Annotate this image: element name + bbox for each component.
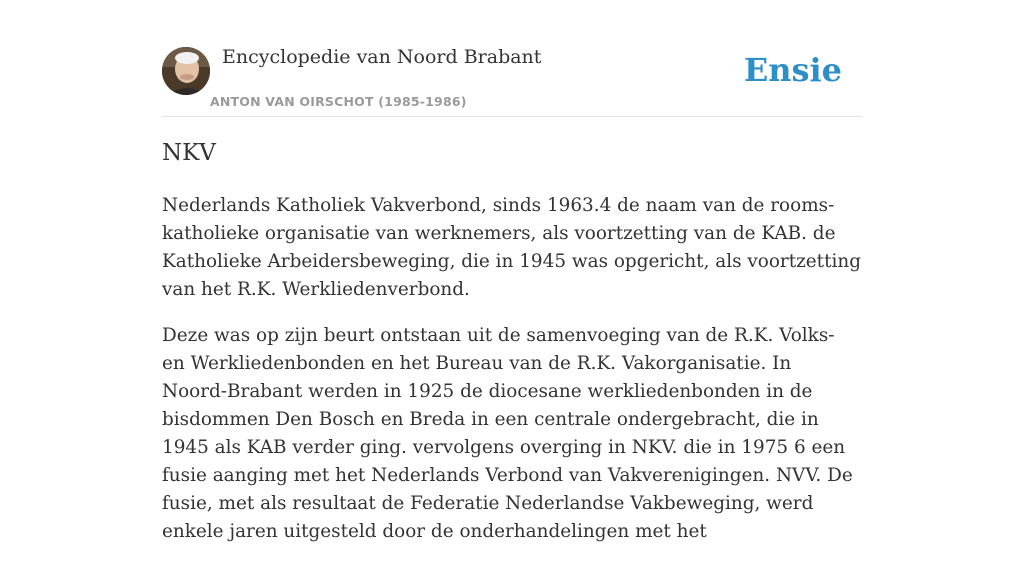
article-paragraph: Nederlands Katholiek Vakverbond, sinds 1963.4 de naam van de rooms-katholieke organisatie van werknemers, als voortzetting van de KAB. de Katholieke Arbeidersbeweging, die in 1945 was opgericht, als voortzetting van het R.K. Werkliedenverbond. bbox=[162, 195, 861, 300]
article-body bbox=[162, 192, 862, 564]
article-title: NKV bbox=[162, 140, 216, 166]
author-portrait-icon bbox=[162, 47, 210, 95]
site-header bbox=[162, 0, 862, 117]
page-container bbox=[162, 0, 862, 542]
author-name[interactable]: ANTON VAN OIRSCHOT (1985-1986) bbox=[210, 94, 467, 109]
article-paragraph: Deze was op zijn beurt ontstaan uit de samenvoeging van de R.K. Volks- en Werkliedenbonden en het Bureau van de R.K. Vakorganisatie. In Noord-Brabant werden in 1925 de diocesane werkliedenbonden in de bisdommen Den Bosch en Breda in een centrale ondergebracht, die in 1945 als KAB verder ging. vervolgens overging in NKV. die in 1975 6 een fusie aanging met het Nederlands Verbond van Vakverenigingen. NVV. De fusie, met als resultaat de Federatie Nederlandse Vakbeweging, werd enkele jaren uitgesteld door de onderhandelingen met het bbox=[162, 325, 853, 542]
site-logo[interactable]: Ensie bbox=[743, 51, 842, 89]
avatar[interactable] bbox=[162, 47, 210, 95]
site-title[interactable]: Encyclopedie van Noord Brabant bbox=[222, 46, 542, 68]
